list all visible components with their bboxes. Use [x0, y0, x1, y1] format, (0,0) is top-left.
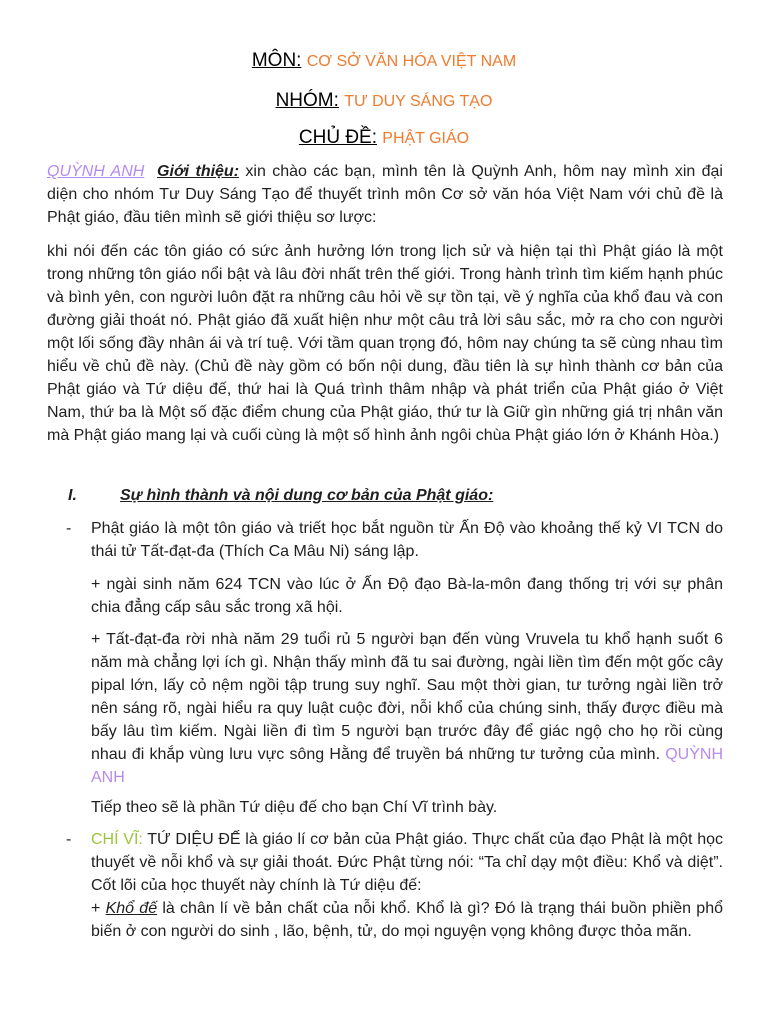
transition-text: Tiếp theo sẽ là phần Tứ diệu đế cho bạn Chí Vĩ trình bày. [91, 799, 498, 816]
intro-paragraph [47, 160, 723, 229]
section-title: Sự hình thành và nội dung cơ bản của Phật giáo: [120, 487, 494, 504]
subject-heading [0, 48, 768, 75]
bullet-four-noble-truths [91, 828, 723, 943]
intro-speaker: QUỲNH ANH [47, 163, 145, 180]
section-number: I. [68, 487, 77, 504]
term-kho-de: Khổ đế [105, 900, 158, 917]
speaker-chi-vi: CHÍ VĨ: [91, 831, 143, 848]
bullet-dash: - [66, 520, 72, 537]
term-prefix: + [91, 900, 106, 917]
four-noble-truths-text: TỨ DIỆU ĐẾ là giáo lí cơ bản của Phật giáo. Thực chất của đạo Phật là một học thuyết về nỗi khổ và sự giải thoát. Đức Phật từng nói: “Ta chỉ dạy một điều: Khổ và diệt”. Cốt lõi của học thuyết này chính là Tứ diệu đế: [91, 831, 724, 894]
intro-label: Giới thiệu: [157, 163, 240, 180]
group-label: NHÓM: [275, 90, 339, 111]
group-heading [0, 88, 768, 115]
subject-value: CƠ SỞ VĂN HÓA VIỆT NAM [306, 53, 517, 70]
section-heading [68, 484, 493, 507]
bullet-origin: Phật giáo là một tôn giáo và triết học bắt nguồn từ Ấn Độ vào khoảng thế kỷ VI TCN do thái tử Tất-đạt-đa (Thích Ca Mâu Ni) sáng lập. [91, 520, 723, 560]
topic-heading [0, 125, 768, 152]
point-enlightenment [91, 628, 723, 789]
group-value: TƯ DUY SÁNG TẠO [344, 93, 493, 110]
point-enlightenment-text: + Tất-đạt-đa rời nhà năm 29 tuổi rủ 5 người bạn đến vùng Vruvela tu khổ hạnh suốt 6 năm mà chẳng lợi ích gì. Nhận thấy mình đã tu sai đường, ngài liền tìm đến một gốc cây pipal lớn, lấy cỏ nệm ngồi tập trung suy nghĩ. Sau một thời gian, tư tưởng ngài liền trở nên sáng rõ, ngài hiểu ra quy luật cuộc đời, nỗi khổ của chúng sinh, thấy được điều mà bấy lâu tìm kiếm. Ngài liền đi tìm 5 người bạn trước đây để giác ngộ cho họ rồi cùng nhau đi khắp vùng lưu vực sông Hằng để truyền bá những tư tưởng của mình. [91, 631, 723, 763]
topic-value: PHẬT GIÁO [382, 130, 470, 147]
overview-paragraph: khi nói đến các tôn giáo có sức ảnh hưởng lớn trong lịch sử và hiện tại thì Phật giáo là một trong những tôn giáo nổi bật và lâu đời nhất trên thế giới. Trong hành trình tìm kiếm hạnh phúc và bình yên, con người luôn đặt ra những câu hỏi về sự tồn tại, về ý nghĩa của khổ đau và con đường giải thoát nó. Phật giáo đã xuất hiện như một câu trả lời sâu sắc, mở ra cho con người một lối sống đầy nhân ái và trí tuệ. Với tầm quan trọng đó, hôm nay chúng ta sẽ cùng nhau tìm hiểu về chủ đề này. (Chủ đề này gồm có bốn nội dung, đầu tiên là sự hình thành cơ bản của Phật giáo và Tứ diệu đế, thứ hai là Quá trình thâm nhập và phát triển của Phật giáo ở Việt Nam, thứ ba là Một số đặc điểm chung của Phật giáo, thứ tư là Giữ gìn những giá trị nhân văn mà Phật giáo mang lại và cuối cùng là một số hình ảnh ngôi chùa Phật giáo lớn ở Khánh Hòa.) [47, 243, 723, 444]
term-kho-de-text: là chân lí về bản chất của nỗi khổ. Khổ là gì? Đó là trạng thái buồn phiền phổ biến ở con người do sinh , lão, bệnh, tử, do mọi nguyện vọng không được thỏa mãn. [91, 900, 723, 940]
subject-label: MÔN: [251, 50, 302, 71]
topic-label: CHỦ ĐỀ: [298, 127, 377, 148]
point-birth: + ngài sinh năm 624 TCN vào lúc ở Ấn Độ đạo Bà-la-môn đang thống trị với sự phân chia đẳng cấp sâu sắc trong xã hội. [91, 576, 723, 616]
point-enlightenment-speaker: QUỲNH ANH [91, 746, 723, 786]
bullet-dash: - [66, 831, 72, 848]
intro-text: xin chào các bạn, mình tên là Quỳnh Anh, hôm nay mình xin đại diện cho nhóm Tư Duy Sáng Tạo để thuyết trình môn Cơ sở văn hóa Việt Nam với chủ đề là Phật giáo, đầu tiên mình sẽ giới thiệu sơ lược: [47, 163, 723, 226]
